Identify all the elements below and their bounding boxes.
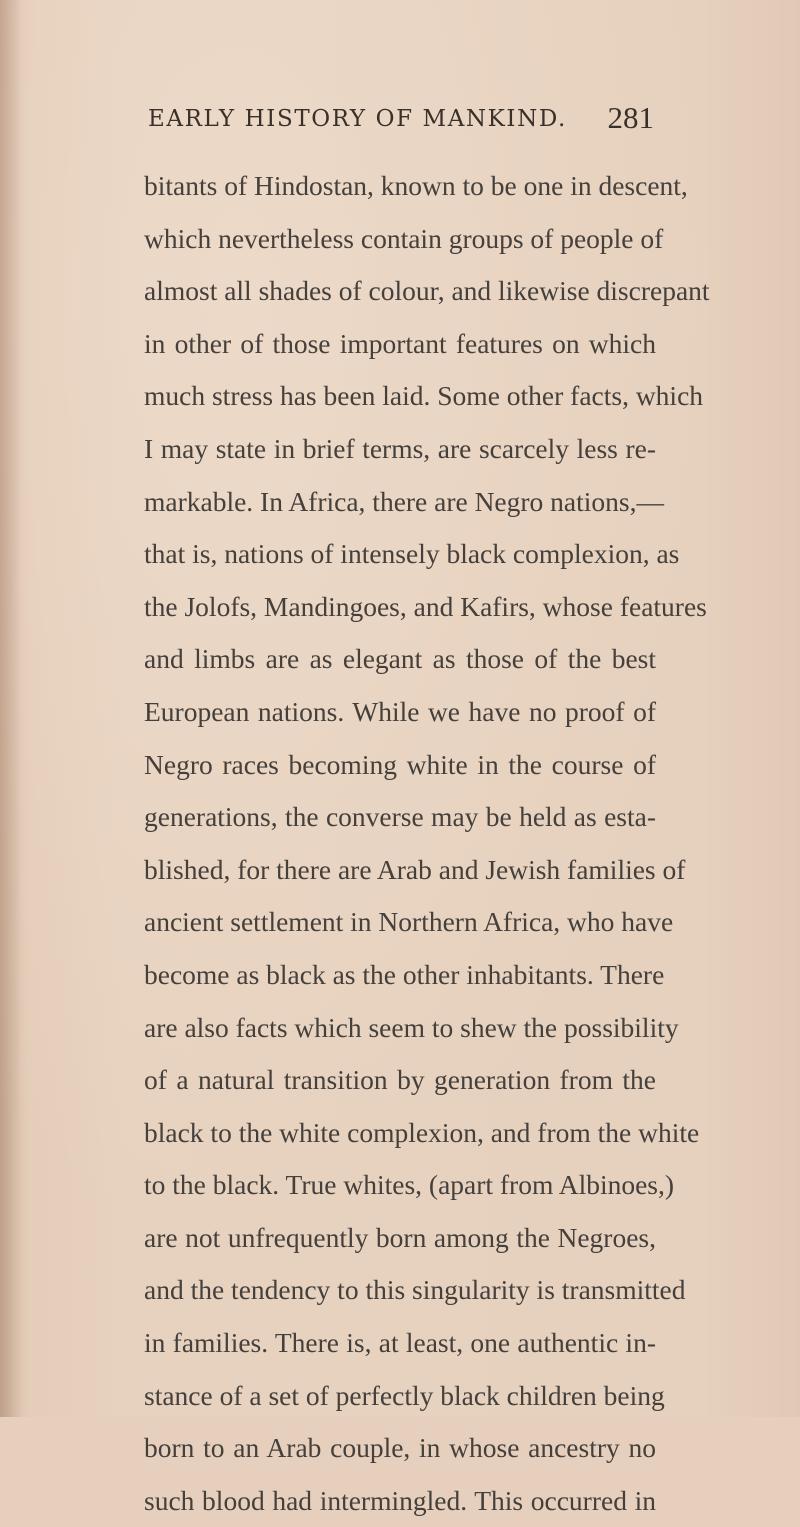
text-line: of a natural transition by generation from the (144, 1064, 656, 1096)
page-number: 281 (607, 100, 654, 135)
body-text (144, 160, 710, 1527)
text-line: to the black. True whites, (apart from Albinoes,) (144, 1169, 675, 1201)
text-line: and the tendency to this singularity is transmitted (144, 1274, 686, 1306)
text-line: such blood had intermingled. This occurred in (144, 1484, 656, 1516)
text-line: black to the white complexion, and from the white (144, 1116, 700, 1148)
text-line: in families. There is, at least, one authentic in- (144, 1327, 656, 1359)
text-line: stance of a set of perfectly black children being (144, 1379, 665, 1411)
page-edge-shadow (0, 0, 22, 1417)
text-line: I may state in brief terms, are scarcely less re- (144, 432, 656, 464)
text-line: the Jolofs, Mandingoes, and Kafirs, whose features (144, 590, 707, 622)
text-line: generations, the converse may be held as esta- (144, 801, 656, 833)
text-line: are also facts which seem to shew the possibility (144, 1011, 679, 1043)
text-line: which nevertheless contain groups of people of (144, 222, 664, 254)
text-line: almost all shades of colour, and likewise discrepant (144, 275, 710, 307)
text-line: and limbs are as elegant as those of the best (144, 643, 656, 675)
running-head: EARLY HISTORY OF MANKIND. (148, 106, 567, 132)
text-line: that is, nations of intensely black complexion, as (144, 538, 680, 570)
text-line: in other of those important features on which (144, 327, 656, 359)
text-line: European nations. While we have no proof of (144, 695, 656, 727)
text-line: blished, for there are Arab and Jewish families of (144, 853, 686, 885)
text-line: born to an Arab couple, in whose ancestry no (144, 1432, 656, 1464)
text-line: much stress has been laid. Some other facts, which (144, 380, 704, 412)
text-line: become as black as the other inhabitants. There (144, 958, 665, 990)
text-line: Negro races becoming white in the course of (144, 748, 656, 780)
text-line: ancient settlement in Northern Africa, who have (144, 906, 674, 938)
text-line: are not unfrequently born among the Negroes, (144, 1221, 656, 1253)
text-line: bitants of Hindostan, known to be one in descent, (144, 170, 688, 201)
text-line: markable. In Africa, there are Negro nations,— (144, 485, 664, 517)
